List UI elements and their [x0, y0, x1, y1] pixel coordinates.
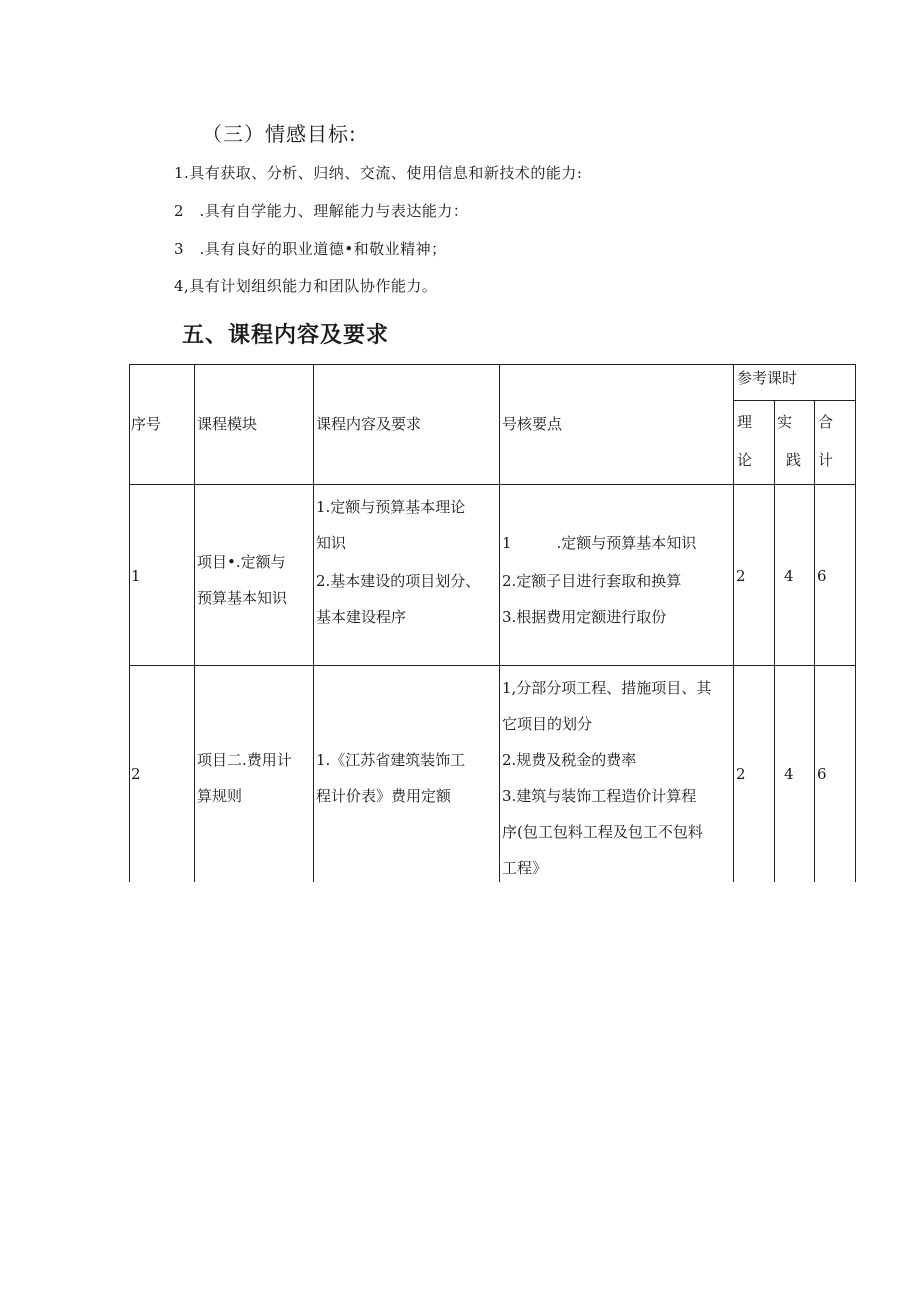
header-theory-2: 论 — [737, 451, 753, 469]
table-col-line-5 — [774, 400, 775, 882]
row1-theory: 2 — [736, 567, 746, 585]
row1-key-line3: 3.根据费用定额进行取份 — [502, 608, 667, 626]
header-total-2: 计 — [818, 451, 834, 469]
row2-key-line2: 它项目的划分 — [502, 715, 593, 733]
row1-module-line2: 预算基本知识 — [197, 589, 288, 607]
row1-key-line2: 2.定额子目进行套取和换算 — [502, 572, 682, 590]
row2-content-line2: 程计价表》费用定额 — [316, 787, 452, 805]
table-col-line-6 — [814, 400, 815, 882]
header-seq: 序号 — [131, 415, 162, 433]
table-col-line-2 — [313, 364, 314, 882]
row2-module-line2: 算规则 — [197, 787, 243, 805]
row1-practice: 4 — [784, 567, 794, 585]
header-practice-2: 践 — [786, 451, 802, 469]
row1-content-line3: 2.基本建设的项目划分、 — [316, 572, 481, 590]
row2-key-line6: 工程》 — [502, 859, 548, 877]
table-line-row1-bottom — [129, 665, 856, 666]
table-col-line-1 — [194, 364, 195, 882]
row2-module-line1: 项目二.费用计 — [197, 751, 292, 769]
section3-heading: （三）情感目标: — [202, 122, 357, 146]
header-total-1: 合 — [818, 413, 834, 431]
table-col-line-7 — [855, 364, 856, 882]
row1-module-line1: 项目•.定额与 — [197, 553, 286, 571]
row2-practice: 4 — [784, 765, 794, 783]
row2-theory: 2 — [736, 765, 746, 783]
row1-content-line1: 1.定额与预算基本理论 — [316, 498, 466, 516]
goal-item-4: 4,具有计划组织能力和团队协作能力。 — [174, 277, 438, 295]
row1-content-line2: 知识 — [316, 534, 347, 552]
header-practice-1: 实 — [777, 413, 793, 431]
table-line-header-bottom — [129, 484, 856, 485]
row2-key-line5: 序(包工包料工程及包工不包料 — [502, 823, 703, 841]
row2-key-line1: 1,分部分项工程、措施项目、其 — [502, 679, 712, 697]
table-col-line-0 — [129, 364, 130, 882]
row1-total: 6 — [817, 567, 827, 585]
header-hours: 参考课时 — [737, 369, 798, 387]
section5-heading: 五、课程内容及要求 — [182, 323, 390, 348]
goal-item-3: 3 .具有良好的职业道德•和敬业精神； — [174, 240, 447, 258]
row2-total: 6 — [817, 765, 827, 783]
row1-key-line1: 1 .定额与预算基本知识 — [502, 534, 697, 552]
header-content: 课程内容及要求 — [316, 415, 422, 433]
header-theory-1: 理 — [737, 413, 753, 431]
header-key-points: 号核要点 — [502, 415, 563, 433]
goal-item-2: 2 .具有自学能力、理解能力与表达能力： — [174, 202, 469, 220]
goal-item-1: 1.具有获取、分析、归纳、交流、使用信息和新技术的能力: — [174, 164, 583, 182]
row2-key-line3: 2.规费及税金的费率 — [502, 751, 637, 769]
table-col-line-4 — [733, 364, 734, 882]
row1-content-line4: 基本建设程序 — [316, 608, 407, 626]
row2-key-line4: 3.建筑与装饰工程造价计算程 — [502, 787, 697, 805]
table-col-line-3 — [499, 364, 500, 882]
header-module: 课程模块 — [197, 415, 258, 433]
row2-content-line1: 1.《江苏省建筑装饰工 — [316, 751, 466, 769]
table-line-hours-sub — [733, 400, 856, 401]
row1-seq: 1 — [131, 567, 141, 585]
row2-seq: 2 — [131, 765, 141, 783]
